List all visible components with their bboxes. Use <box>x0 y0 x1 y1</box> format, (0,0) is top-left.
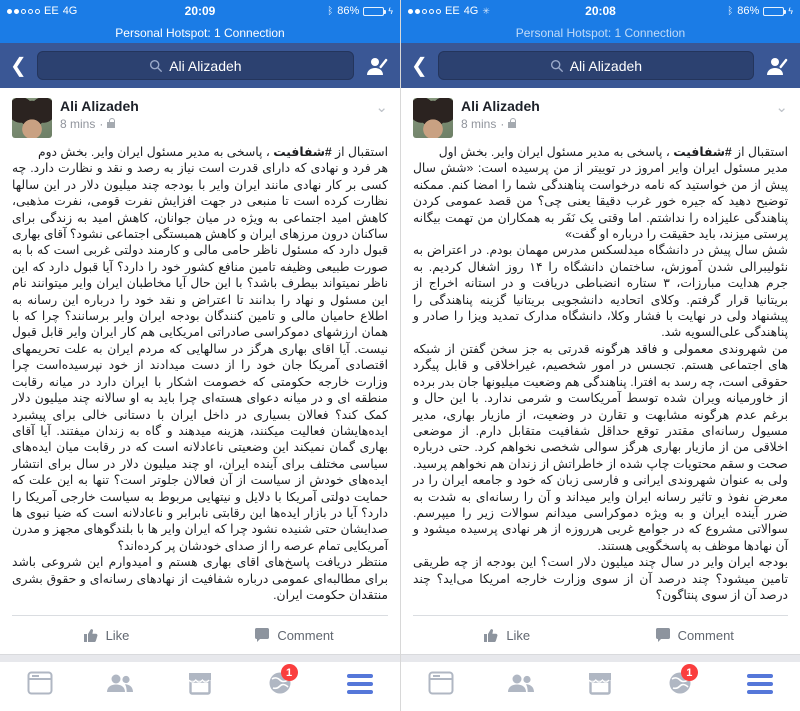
battery-percent-label: 86% <box>337 5 360 17</box>
like-thumb-icon <box>83 627 99 643</box>
search-query-text: Ali Alizadeh <box>569 57 643 74</box>
search-input[interactable] <box>438 51 754 80</box>
status-bar <box>0 0 400 22</box>
clock: 20:09 <box>184 4 216 18</box>
notification-badge: 1 <box>281 664 298 681</box>
tab-news-feed[interactable] <box>401 671 481 695</box>
post-paragraph: منتظر دریافت پاسخ‌های اقای بهاری هستم و امیدوارم این شروعی باشد برای مطالبه‌ای عمومی درباره شفافیت از نهادهای رسانه‌ای و حقوق بشری منتقدان حکومت ایران. <box>12 555 388 602</box>
tab-marketplace[interactable] <box>160 671 240 695</box>
friends-icon <box>507 671 535 695</box>
post-action-row <box>413 615 788 654</box>
bottom-tab-bar <box>0 662 400 711</box>
tab-news-feed[interactable] <box>0 671 80 695</box>
signal-strength-icon <box>408 9 441 14</box>
search-query-text: Ali Alizadeh <box>169 57 242 74</box>
hashtag-link[interactable]: #شفافیت <box>273 145 332 159</box>
charging-bolt-icon: ϟ <box>388 6 393 16</box>
tab-friends[interactable] <box>80 671 160 695</box>
privacy-lock-icon <box>107 122 115 128</box>
personal-hotspot-banner[interactable]: Personal Hotspot: 1 Connection <box>0 22 400 43</box>
bluetooth-icon: ᛒ <box>727 5 734 17</box>
post-header: Ali Alizadeh 8 mins · ⌄ <box>401 88 800 142</box>
status-bar <box>401 0 800 22</box>
avatar[interactable] <box>413 98 453 138</box>
battery-icon <box>763 7 784 16</box>
facebook-nav-bar <box>401 43 800 88</box>
section-divider <box>0 654 400 662</box>
post-author-name[interactable]: Ali Alizadeh <box>461 98 540 114</box>
post-action-row <box>12 615 388 654</box>
news-feed-icon <box>428 671 454 695</box>
friend-requests-icon[interactable] <box>764 55 790 77</box>
post-timestamp: 8 mins <box>60 117 96 131</box>
back-button[interactable]: ❮ <box>411 54 428 77</box>
post-options-chevron-icon[interactable]: ⌄ <box>375 99 388 116</box>
bottom-tab-bar <box>401 662 800 711</box>
feed-content <box>0 88 400 654</box>
network-type-label: 4G <box>62 5 78 17</box>
search-input[interactable] <box>37 51 354 80</box>
post-paragraph: مدیر مسئول ایران وایر امروز در توییتر از من پرسیده است: «شش سال پیش از من خواستید که نامه درخواست پناهندگی شما را امضا کنم. ممکنه توضیح دهید که جیره خور غرب دقیقا یعنی چی؟ من قصد عمومی کردن پناهندگی علیزاده را نداشتم. اما وقتی یک نَفَر به همکاران من تهمت بیگانه پرستی میزند، باید حقیقت را درباره او گفت» <box>413 161 788 242</box>
tab-friends[interactable] <box>481 671 561 695</box>
tab-marketplace[interactable] <box>561 671 641 695</box>
network-activity-spinner-icon: ✳ <box>482 5 490 16</box>
charging-bolt-icon: ϟ <box>788 6 793 16</box>
like-button[interactable]: Like <box>413 616 601 654</box>
friend-requests-icon[interactable] <box>364 55 390 77</box>
marketplace-icon <box>187 671 213 695</box>
comment-bubble-icon <box>655 627 671 643</box>
post-body-text <box>401 142 800 603</box>
post-paragraph: هر فرد و نهادی که دارای قدرت است نیاز به رصد و نقد و نظارت دارد. چه کسی بر کار نهادی مانند ایران وایر با بودجه چند میلیون دلار در این سالها نظارت کرده است تا منبعی در جهت افزایش نفرت قومی، نفرت مذهبی، کاهش امید اجتماعی به ویژه در میان جوانان، کاهش امید به زندگی برای ساکنان درون مرزهای ایران و کاهش همبستگی اجتماعی نشود؟ آقای بهاری قبول دارد که مسئول ناظر حامی مالی و کارمند دولتی غربی است که با به صورت طبیعی وظیفه تامین منافع کشور خود را دارد؟ آیا قبول دارد که این ناظر نمیتواند بیطرف باشد؟ با این حال آیا مخاطبان ایران وایر میتوانند نام این مسئول و نهاد را بدانند تا اعتراض و نقد خود را درباره این رسانه به اطلاع حامیان مالی و تامین کنندگان بودجه ایران وایر برسانند؟ چرا که با همان ارزشهای دموکراسی صادراتی امریکایی هم کار ایران وایر قابل قبول نیست. آیا اقای بهاری هرگز در سالهایی که مردم ایران به علت تحریمهای اقتصادی آمریکا جان خود را از دست میدادند از خود نپرسیده‌است چرا وزارت خارجه حکومتی که خصومت اشکار با ایران دارد در میانه رقابت منطقه ای و در میانه دعوای هسته‌ای چرا باید به او سالانه چند میلیون دلار کمک کند؟ فعالان بسیاری در داخل ایران با دستانی خالی برای پیشبرد ایده‌هایشان فعالیت میکنند، هزینه میدهند و گاه به زندان میفتند. آیا آقای بهاری گمان نمیکند این وضعیتی ناعادلانه است که در رقابت میان ایده‌های سیاسی مختلف برای آینده ایران، او چند میلیون دلار در سال برای انتشار ایده‌های خودش از سیاست از آن فعالان جلوتر است؟ تنها به این علت که حمایت دولتی آمریکا با دلایل و نیتهایی مربوط به سیاست خارجی آمریکا را دارد؟ آیا در بازار ایده‌ها این رقابتی نابرابر و ناعادلانه است که ضیا نبوی ها صدایشان حتی شنیده نشود چرا که ایران وایر ها با بلندگوهای مجهز و مدرن آمریکایی تمام عرصه را از صدای خودشان پر کرده‌اند؟ <box>12 161 388 553</box>
phone-screenshot-right <box>400 0 800 711</box>
carrier-label: EE <box>44 5 59 17</box>
post-intro-line: استقبال از #شفافیت ، پاسخی به مدیر مسئول ایران وایر. بخش اول <box>438 145 788 159</box>
search-icon <box>550 59 564 73</box>
notification-badge: 1 <box>681 664 698 681</box>
avatar[interactable] <box>12 98 52 138</box>
marketplace-icon <box>587 671 613 695</box>
post-options-chevron-icon[interactable]: ⌄ <box>775 99 788 116</box>
post-intro-line: استقبال از #شفافیت ، پاسخی به مدیر مسئول ایران وایر. بخش دوم <box>37 145 388 159</box>
network-type-label: 4G <box>463 5 479 17</box>
battery-percent-label: 86% <box>737 5 760 17</box>
feed-content <box>401 88 800 654</box>
bluetooth-icon: ᛒ <box>327 5 334 17</box>
post-paragraph: من شهروندی معمولی و فاقد هرگونه قدرتی به جز سخن گفتن از شبکه های اجتماعی هستم. تجسس در امور شخصیم، غیراخلاقی و قابل پیگرد حقوقی است، چه رسد به افترا. پناهندگی هم وضعیت میلیونها جان بدر برده از خاورمیانه ویران شده توسط آمریکاست و شرمی ندارد. با این حال و برغم عدم هرگونه مشابهت و تقارن در وضعیت، از مازیار بهاری، مدیر مسیول رسانه‌ای مقتدر توقع حداقل شفافیت متقابل دارم. از موضعی اخلاقی من از مازیار بهاری هرگز سوالی شخصی نخواهم کرد. حتی درباره صحت و سقم محتویات چاپ شده از خاطراتش از زندان هم نخواهم پرسید. ولی به عنوان شهروندی ایرانی و فارسی زبان که خود و جامعه ایران را در معرض نفوذ و تاثیر رسانه ایران وایر میداند و آن را رسانه‌ای به شدت به ضرر آینده ایران و به ویژه دموکراسی میدانم سوالات زیر را میپرسم. سوالاتی مشروع که در جوامع غربی هرروزه از هر نهادی پرسیده میشود و آن نهادها موظف به پاسخگویی هستند. <box>413 341 788 553</box>
post-paragraph: شش سال پیش در دانشگاه میدلسکس مدرس مهمان بودم. در اعتراض به نئولیبرالی شدن آموزش، ساختمان دانشگاه را ۱۴ روز اشغال کردیم. به جرم هدایت مبارزات، ۳ ستاره انضباطی دریافت و در استانه اخراج از بریتانیا قرار گرفتم. وکلای اتحادیه دانشجویی بریتانیا گزینه پناهندگی را پیشنهاد ولی در نهایت با فشار وکلا، دانشگاه مدارک تمدید ویزا را صادر و پناهندگی علی‌السویه شد. <box>413 243 789 340</box>
back-button[interactable]: ❮ <box>10 54 27 77</box>
comment-button[interactable]: Comment <box>601 616 789 654</box>
post-timestamp: 8 mins <box>461 117 497 131</box>
news-feed-icon <box>27 671 53 695</box>
tab-menu[interactable] <box>720 671 800 694</box>
clock: 20:08 <box>585 4 616 18</box>
personal-hotspot-banner[interactable]: Personal Hotspot: 1 Connection <box>401 22 800 43</box>
search-icon <box>149 59 163 73</box>
comment-bubble-icon <box>254 627 270 643</box>
battery-icon <box>363 7 384 16</box>
post-header: Ali Alizadeh 8 mins · ⌄ <box>0 88 400 142</box>
post-body-text <box>0 142 400 603</box>
carrier-label: EE <box>445 5 460 17</box>
like-thumb-icon <box>483 627 499 643</box>
comment-button[interactable]: Comment <box>200 616 388 654</box>
hashtag-link[interactable]: #شفافیت <box>673 145 732 159</box>
post-author-name[interactable]: Ali Alizadeh <box>60 98 139 114</box>
like-button[interactable]: Like <box>12 616 200 654</box>
signal-strength-icon <box>7 9 40 14</box>
friends-icon <box>106 671 134 695</box>
tab-notifications[interactable] <box>240 666 320 695</box>
facebook-nav-bar <box>0 43 400 88</box>
tab-menu[interactable] <box>320 671 400 694</box>
hamburger-menu-icon <box>347 671 373 694</box>
tab-notifications[interactable] <box>640 666 720 695</box>
hamburger-menu-icon <box>747 671 773 694</box>
section-divider <box>401 654 800 662</box>
post-paragraph: بودجه ایران وایر در سال چند میلیون دلار است؟ این بودجه از چه طریقی تامین میشود؟ چند درصد آن از سوی وزارت خارجه امریکا می‌اید؟ چند درصد آن از سوی پنتاگون؟ <box>413 555 788 602</box>
privacy-lock-icon <box>508 122 516 128</box>
